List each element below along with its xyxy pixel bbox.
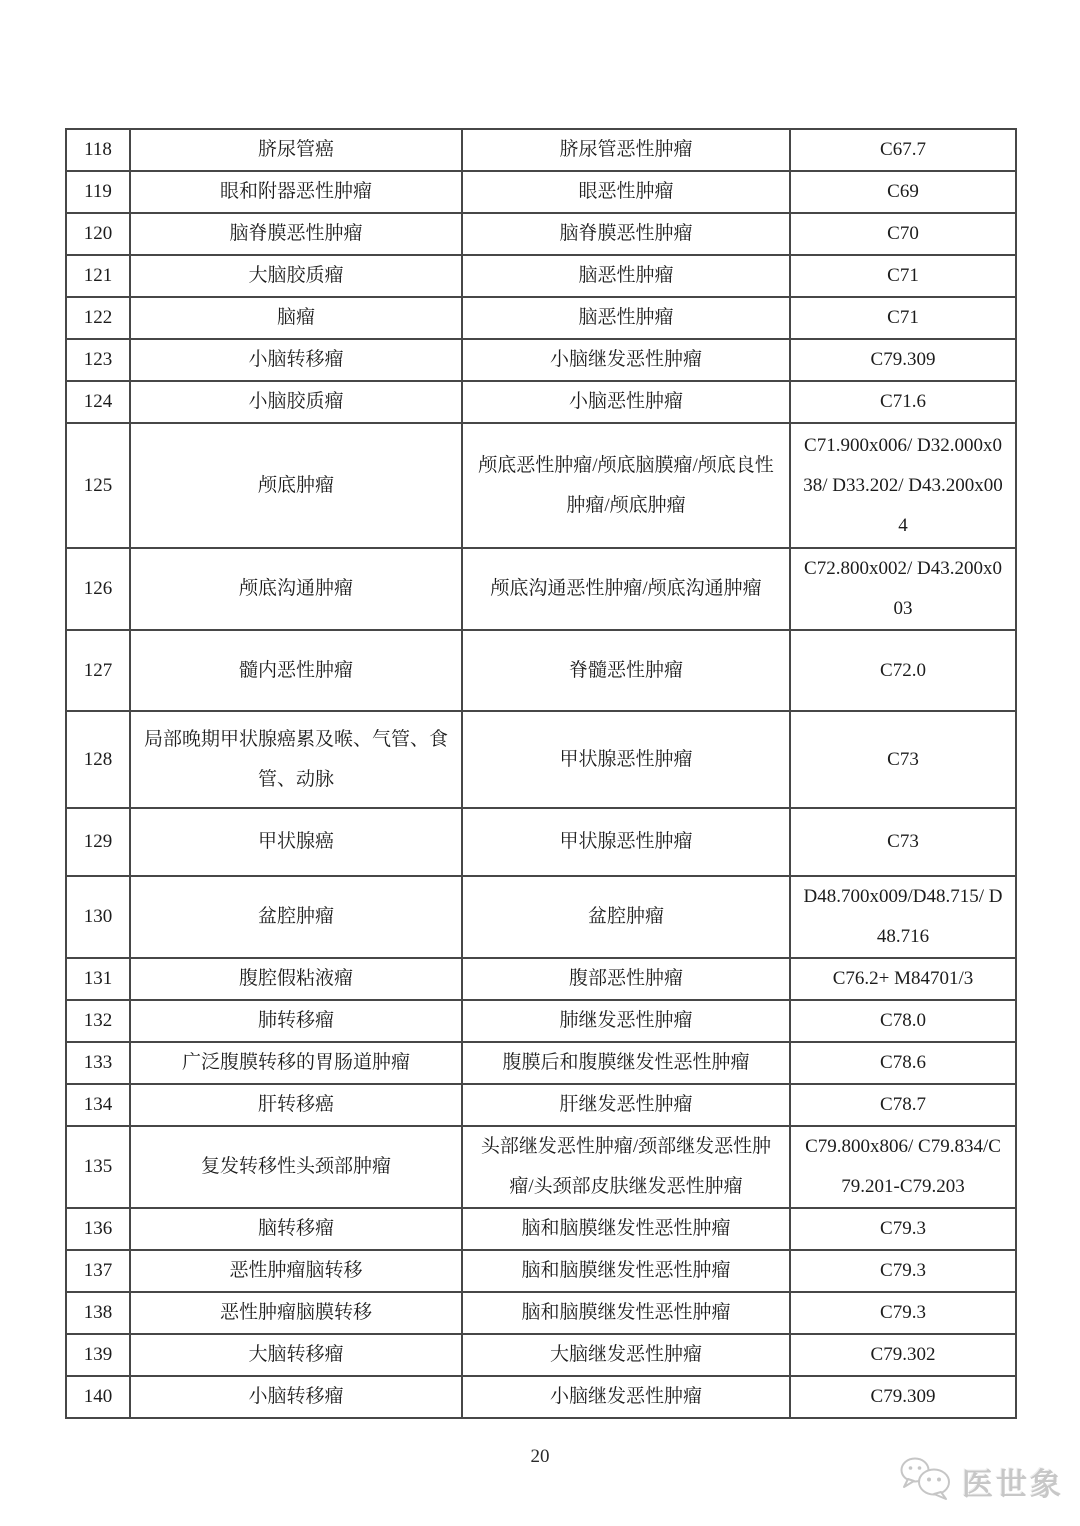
table-row bbox=[66, 381, 1016, 423]
row-number-cell: 127 bbox=[66, 630, 130, 711]
disease-icd-code-table bbox=[65, 128, 1017, 1419]
disease-name-cell: 恶性肿瘤脑膜转移 bbox=[130, 1292, 462, 1334]
table-row bbox=[66, 423, 1016, 548]
icd-code-cell: C78.6 bbox=[790, 1042, 1016, 1084]
icd-code-cell: C79.3 bbox=[790, 1208, 1016, 1250]
icd-code-cell: C76.2+ M84701/3 bbox=[790, 958, 1016, 1000]
row-number-cell: 129 bbox=[66, 808, 130, 876]
table-row bbox=[66, 958, 1016, 1000]
row-number-cell: 138 bbox=[66, 1292, 130, 1334]
disease-name-cell: 肝转移癌 bbox=[130, 1084, 462, 1126]
icd-code-cell: C79.309 bbox=[790, 1376, 1016, 1418]
standard-diagnosis-cell: 头部继发恶性肿瘤/颈部继发恶性肿瘤/头颈部皮肤继发恶性肿瘤 bbox=[462, 1126, 790, 1208]
row-number-cell: 136 bbox=[66, 1208, 130, 1250]
icd-code-cell: C71 bbox=[790, 297, 1016, 339]
disease-name-cell: 眼和附器恶性肿瘤 bbox=[130, 171, 462, 213]
disease-name-cell: 脑瘤 bbox=[130, 297, 462, 339]
icd-code-cell: C79.800x806/ C79.834/C79.201-C79.203 bbox=[790, 1126, 1016, 1208]
standard-diagnosis-cell: 肝继发恶性肿瘤 bbox=[462, 1084, 790, 1126]
table-row bbox=[66, 1376, 1016, 1418]
row-number-cell: 130 bbox=[66, 876, 130, 958]
disease-name-cell: 颅底肿瘤 bbox=[130, 423, 462, 548]
standard-diagnosis-cell: 大脑继发恶性肿瘤 bbox=[462, 1334, 790, 1376]
row-number-cell: 122 bbox=[66, 297, 130, 339]
standard-diagnosis-cell: 脊髓恶性肿瘤 bbox=[462, 630, 790, 711]
icd-code-cell: C73 bbox=[790, 808, 1016, 876]
table-row bbox=[66, 876, 1016, 958]
disease-name-cell: 颅底沟通肿瘤 bbox=[130, 548, 462, 630]
icd-code-cell: C79.3 bbox=[790, 1292, 1016, 1334]
disease-name-cell: 脑转移瘤 bbox=[130, 1208, 462, 1250]
standard-diagnosis-cell: 脑脊膜恶性肿瘤 bbox=[462, 213, 790, 255]
icd-code-cell: C71.6 bbox=[790, 381, 1016, 423]
standard-diagnosis-cell: 脑和脑膜继发性恶性肿瘤 bbox=[462, 1250, 790, 1292]
row-number-cell: 128 bbox=[66, 711, 130, 808]
icd-code-cell: C72.0 bbox=[790, 630, 1016, 711]
standard-diagnosis-cell: 脑和脑膜继发性恶性肿瘤 bbox=[462, 1208, 790, 1250]
disease-name-cell: 局部晚期甲状腺癌累及喉、气管、食管、动脉 bbox=[130, 711, 462, 808]
table-row bbox=[66, 1334, 1016, 1376]
row-number-cell: 132 bbox=[66, 1000, 130, 1042]
icd-code-cell: C79.302 bbox=[790, 1334, 1016, 1376]
wechat-icon bbox=[898, 1456, 954, 1507]
row-number-cell: 120 bbox=[66, 213, 130, 255]
disease-name-cell: 髓内恶性肿瘤 bbox=[130, 630, 462, 711]
row-number-cell: 139 bbox=[66, 1334, 130, 1376]
row-number-cell: 137 bbox=[66, 1250, 130, 1292]
table-row bbox=[66, 297, 1016, 339]
row-number-cell: 119 bbox=[66, 171, 130, 213]
table-row bbox=[66, 1042, 1016, 1084]
icd-code-cell: C79.3 bbox=[790, 1250, 1016, 1292]
icd-code-cell: C72.800x002/ D43.200x003 bbox=[790, 548, 1016, 630]
table-row bbox=[66, 711, 1016, 808]
row-number-cell: 131 bbox=[66, 958, 130, 1000]
table-row bbox=[66, 1250, 1016, 1292]
row-number-cell: 133 bbox=[66, 1042, 130, 1084]
table-row bbox=[66, 171, 1016, 213]
row-number-cell: 140 bbox=[66, 1376, 130, 1418]
standard-diagnosis-cell: 脑恶性肿瘤 bbox=[462, 297, 790, 339]
standard-diagnosis-cell: 盆腔肿瘤 bbox=[462, 876, 790, 958]
standard-diagnosis-cell: 小脑继发恶性肿瘤 bbox=[462, 339, 790, 381]
standard-diagnosis-cell: 肺继发恶性肿瘤 bbox=[462, 1000, 790, 1042]
icd-code-cell: C78.0 bbox=[790, 1000, 1016, 1042]
table-row bbox=[66, 255, 1016, 297]
icd-code-cell: C78.7 bbox=[790, 1084, 1016, 1126]
page-number: 20 bbox=[530, 1446, 550, 1467]
disease-name-cell: 小脑转移瘤 bbox=[130, 339, 462, 381]
standard-diagnosis-cell: 眼恶性肿瘤 bbox=[462, 171, 790, 213]
disease-name-cell: 小脑转移瘤 bbox=[130, 1376, 462, 1418]
standard-diagnosis-cell: 脐尿管恶性肿瘤 bbox=[462, 129, 790, 171]
row-number-cell: 118 bbox=[66, 129, 130, 171]
standard-diagnosis-cell: 腹部恶性肿瘤 bbox=[462, 958, 790, 1000]
table-row bbox=[66, 129, 1016, 171]
row-number-cell: 125 bbox=[66, 423, 130, 548]
table-row bbox=[66, 213, 1016, 255]
disease-name-cell: 大脑转移瘤 bbox=[130, 1334, 462, 1376]
icd-code-cell: D48.700x009/D48.715/ D48.716 bbox=[790, 876, 1016, 958]
table-row bbox=[66, 808, 1016, 876]
disease-name-cell: 甲状腺癌 bbox=[130, 808, 462, 876]
icd-code-cell: C71 bbox=[790, 255, 1016, 297]
row-number-cell: 135 bbox=[66, 1126, 130, 1208]
table-row bbox=[66, 1208, 1016, 1250]
table-row bbox=[66, 339, 1016, 381]
icd-code-cell: C73 bbox=[790, 711, 1016, 808]
row-number-cell: 123 bbox=[66, 339, 130, 381]
row-number-cell: 126 bbox=[66, 548, 130, 630]
icd-code-cell: C70 bbox=[790, 213, 1016, 255]
disease-name-cell: 盆腔肿瘤 bbox=[130, 876, 462, 958]
standard-diagnosis-cell: 甲状腺恶性肿瘤 bbox=[462, 711, 790, 808]
standard-diagnosis-cell: 脑和脑膜继发性恶性肿瘤 bbox=[462, 1292, 790, 1334]
brand-watermark bbox=[898, 1456, 1064, 1507]
standard-diagnosis-cell: 小脑恶性肿瘤 bbox=[462, 381, 790, 423]
table-row bbox=[66, 630, 1016, 711]
row-number-cell: 134 bbox=[66, 1084, 130, 1126]
disease-name-cell: 脑脊膜恶性肿瘤 bbox=[130, 213, 462, 255]
disease-name-cell: 广泛腹膜转移的胃肠道肿瘤 bbox=[130, 1042, 462, 1084]
standard-diagnosis-cell: 小脑继发恶性肿瘤 bbox=[462, 1376, 790, 1418]
standard-diagnosis-cell: 腹膜后和腹膜继发性恶性肿瘤 bbox=[462, 1042, 790, 1084]
table-row bbox=[66, 1126, 1016, 1208]
table-row bbox=[66, 1084, 1016, 1126]
standard-diagnosis-cell: 脑恶性肿瘤 bbox=[462, 255, 790, 297]
table-row bbox=[66, 548, 1016, 630]
standard-diagnosis-cell: 颅底沟通恶性肿瘤/颅底沟通肿瘤 bbox=[462, 548, 790, 630]
icd-code-cell: C71.900x006/ D32.000x038/ D33.202/ D43.200x004 bbox=[790, 423, 1016, 548]
disease-name-cell: 小脑胶质瘤 bbox=[130, 381, 462, 423]
standard-diagnosis-cell: 甲状腺恶性肿瘤 bbox=[462, 808, 790, 876]
table-row bbox=[66, 1000, 1016, 1042]
disease-name-cell: 脐尿管癌 bbox=[130, 129, 462, 171]
disease-name-cell: 肺转移瘤 bbox=[130, 1000, 462, 1042]
brand-name: 医世象 bbox=[962, 1467, 1064, 1502]
row-number-cell: 124 bbox=[66, 381, 130, 423]
row-number-cell: 121 bbox=[66, 255, 130, 297]
icd-code-cell: C79.309 bbox=[790, 339, 1016, 381]
disease-name-cell: 大脑胶质瘤 bbox=[130, 255, 462, 297]
table-row bbox=[66, 1292, 1016, 1334]
disease-name-cell: 腹腔假粘液瘤 bbox=[130, 958, 462, 1000]
standard-diagnosis-cell: 颅底恶性肿瘤/颅底脑膜瘤/颅底良性肿瘤/颅底肿瘤 bbox=[462, 423, 790, 548]
disease-name-cell: 恶性肿瘤脑转移 bbox=[130, 1250, 462, 1292]
table-body bbox=[66, 129, 1016, 1418]
icd-code-cell: C69 bbox=[790, 171, 1016, 213]
disease-name-cell: 复发转移性头颈部肿瘤 bbox=[130, 1126, 462, 1208]
icd-code-cell: C67.7 bbox=[790, 129, 1016, 171]
